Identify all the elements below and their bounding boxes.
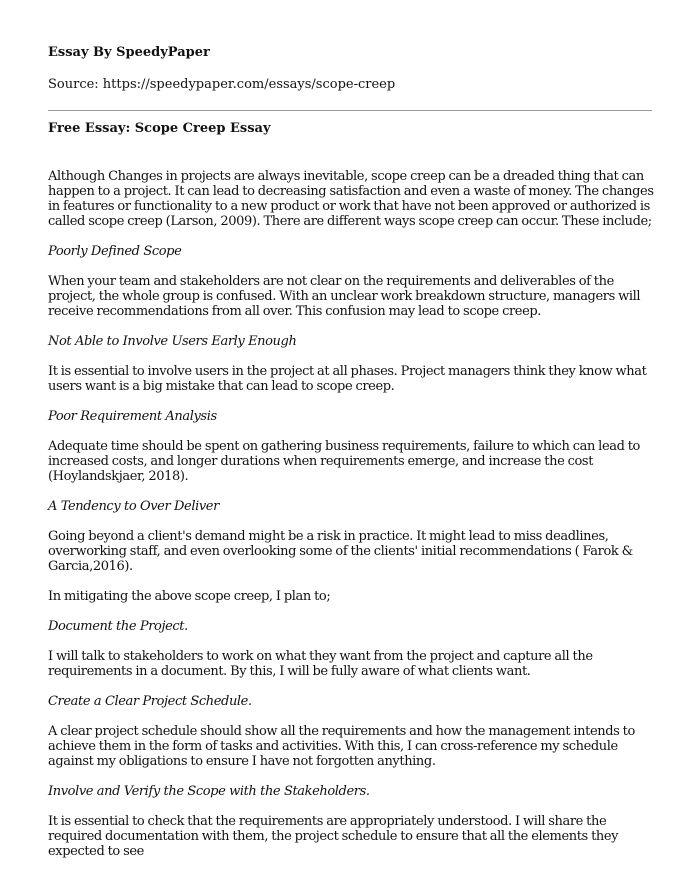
header-divider [48,110,652,111]
section-heading: Poor Requirement Analysis [48,409,217,424]
source-line: Source: https://speedypaper.com/essays/scope-creep [48,77,396,92]
body-paragraph: Although Changes in projects are always inevitable, scope creep can be a dreaded thing that can happen to a project. It can lead to decreasing satisfaction and even a waste of money. The changes in features or functionality to a new product or work that have not been approved or authorized is called scope creep (Larson, 2009). There are different ways scope creep can occur. These include; [48,169,654,229]
essay-body [48,169,654,874]
body-paragraph: In mitigating the above scope creep, I plan to; [48,589,331,604]
body-paragraph: I will talk to stakeholders to work on what they want from the project and capture all the requirements in a document. By this, I will be fully aware of what clients want. [48,649,593,679]
body-paragraph: It is essential to involve users in the project at all phases. Project managers think they know what users want is a big mistake that can lead to scope creep. [48,364,647,394]
section-heading: Create a Clear Project Schedule. [48,694,252,709]
site-title: Essay By SpeedyPaper [48,45,210,60]
section-heading: Not Able to Involve Users Early Enough [48,334,297,349]
body-paragraph: When your team and stakeholders are not clear on the requirements and deliverables of the project, the whole group is confused. With an unclear work breakdown structure, managers will receive recommendations from all over. This confusion may lead to scope creep. [48,274,641,319]
body-paragraph: It is essential to check that the requirements are appropriately understood. I will share the required documentation with them, the project schedule to ensure that all the elements they expected to see [48,814,619,859]
section-heading: Poorly Defined Scope [48,244,182,259]
body-paragraph: Going beyond a client's demand might be a risk in practice. It might lead to miss deadlines, overworking staff, and even overlooking some of the clients' initial recommendations ( Farok & Garcia,2016). [48,529,633,574]
section-heading: Involve and Verify the Scope with the Stakeholders. [48,784,370,799]
document-header [48,45,652,93]
section-heading: A Tendency to Over Deliver [48,499,219,514]
body-paragraph: Adequate time should be spent on gathering business requirements, failure to which can lead to increased costs, and longer durations when requirements emerge, and increase the cost (Hoylandskjaer, 2018). [48,439,640,484]
section-heading: Document the Project. [48,619,188,634]
essay-title: Free Essay: Scope Creep Essay [48,121,271,136]
body-paragraph: A clear project schedule should show all the requirements and how the management intends to achieve them in the form of tasks and activities. With this, I can cross-reference my schedule against my obligations to ensure I have not forgotten anything. [48,724,635,769]
